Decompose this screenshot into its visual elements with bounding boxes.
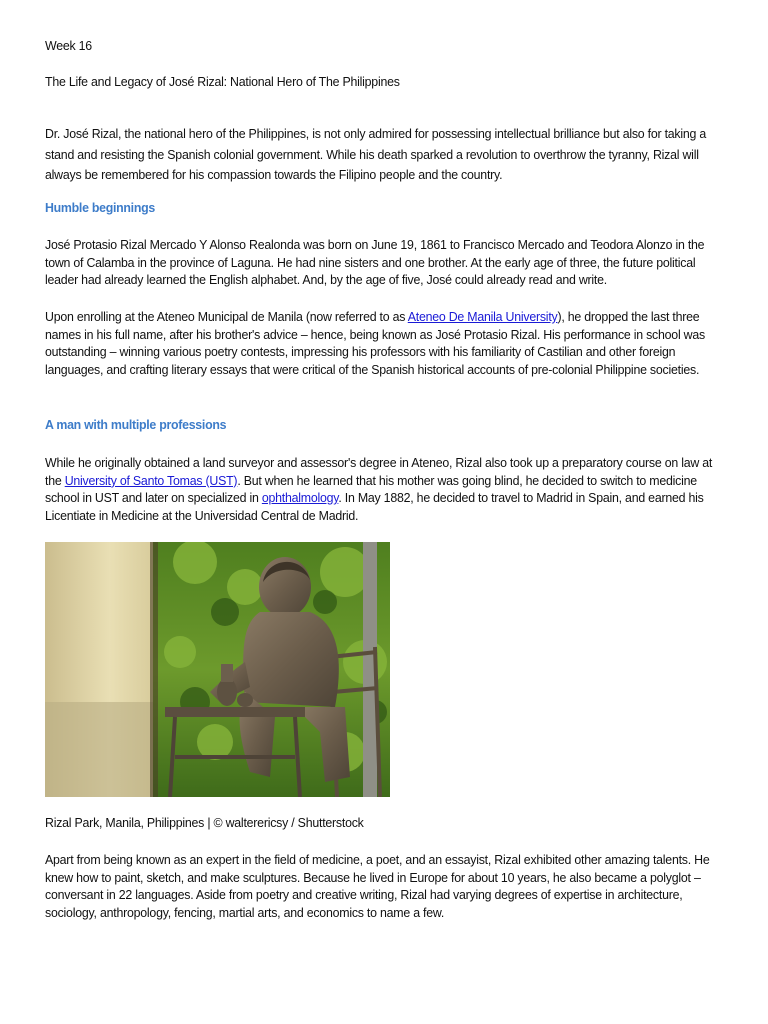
link-ust[interactable]: University of Santo Tomas (UST) <box>64 472 238 488</box>
week-label: Week 16 <box>45 38 92 53</box>
paragraph-birth: José Protasio Rizal Mercado Y Alonso Realonda was born on June 19, 1861 to Francisco Mercado and Teodora Alonzo in the town of Calamba in the province of Laguna. He had nine sisters and one brother. At the early age of three, the future political leader had already learned the English alphabet. And, by the age of five, José could already read and write. <box>45 237 705 288</box>
paragraph-ateneo-text-2: ), he dropped the last three names in his full name, after his brother's advice – hence, being known as José Protasio Rizal. His performance in school was outstanding – winning various poetry contests, impressing his professors with his familiarity of Castilian and other foreign languages, and crafting literary essays that were critical of the Spanish historical accounts of pre-colonial Philippine societies. <box>45 309 705 378</box>
heading-humble-beginnings: Humble beginnings <box>45 200 156 215</box>
photo-caption: Rizal Park, Manila, Philippines | © walterericsy / Shutterstock <box>45 815 364 830</box>
intro-paragraph: Dr. José Rizal, the national hero of the Philippines, is not only admired for possessing intellectual brilliance but also for taking a stand and resisting the Spanish colonial government. While his death sparked a revolution to overthrow the tyranny, Rizal will always be remembered for his compassion towards the Filipino people and the country. <box>45 126 707 182</box>
paragraph-professions-text-3: . In May 1882, he decided to travel to Madrid in Spain, and earned his Licentiate in Medicine at the Universidad Central de Madrid. <box>45 490 704 524</box>
heading-multiple-professions: A man with multiple professions <box>45 417 227 432</box>
rizal-statue-photo <box>45 542 390 797</box>
document-title: The Life and Legacy of José Rizal: National Hero of The Philippines <box>45 74 400 89</box>
paragraph-professions <box>45 454 725 525</box>
paragraph-ateneo-text-1: Upon enrolling at the Ateneo Municipal de Manila (now referred to as <box>45 309 408 324</box>
link-ateneo-de-manila[interactable]: Ateneo De Manila University <box>407 309 558 324</box>
paragraph-talents: Apart from being known as an expert in the field of medicine, a poet, and an essayist, Rizal exhibited other amazing talents. He knew how to paint, sketch, and make sculptures. Because he lived in Europe for about 10 years, he also became a polyglot – conversant in 22 languages. Aside from poetry and creative writing, Rizal had varying degrees of expertise in architecture, sociology, anthropology, fencing, martial arts, and economics to name a few. <box>45 852 710 921</box>
paragraph-professions-text-1: While he originally obtained a land surveyor and assessor's degree in Ateneo, Rizal also took up a preparatory course on law at the <box>45 455 713 488</box>
link-ophthalmology[interactable]: ophthalmology <box>261 490 339 506</box>
paragraph-professions-text-2: . But when he learned that his mother was going blind, he decided to switch to medicine school in UST and later on specialized in <box>45 472 697 506</box>
paragraph-ateneo <box>45 308 725 379</box>
